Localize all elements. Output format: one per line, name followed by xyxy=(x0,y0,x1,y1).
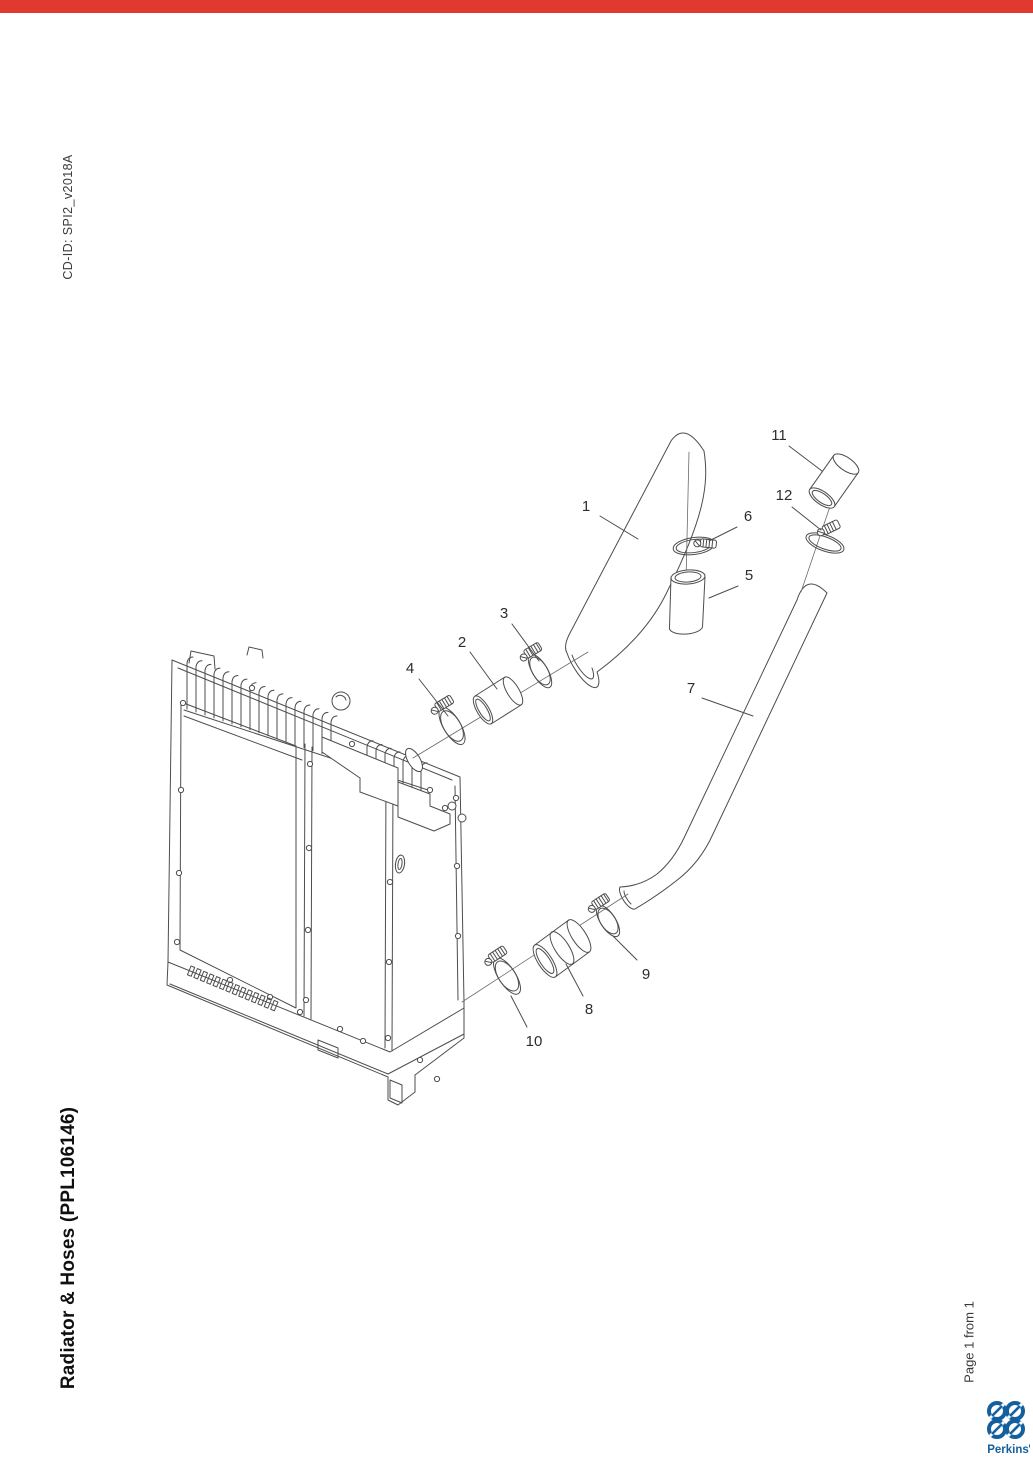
perkins-rings-icon xyxy=(989,1403,1023,1437)
callout-12: 12 xyxy=(775,487,793,504)
document-title: Radiator & Hoses (PPL106146) xyxy=(58,1106,79,1390)
lower-hose-7 xyxy=(619,584,827,909)
hose-clamp-3 xyxy=(518,642,561,693)
callout-6: 6 xyxy=(743,508,753,525)
upper-hose-1 xyxy=(566,433,706,688)
hose-sleeve-8 xyxy=(529,916,595,980)
callout-9: 9 xyxy=(641,966,651,983)
hose-sleeve-5 xyxy=(669,569,705,634)
callout-5: 5 xyxy=(744,567,754,584)
hose-clamp-4 xyxy=(429,695,475,750)
callout-2: 2 xyxy=(457,634,467,651)
callout-11: 11 xyxy=(771,427,787,444)
perkins-logo xyxy=(984,1400,1033,1458)
perkins-wordmark: Perkins xyxy=(987,1444,1029,1456)
hose-clamp-10 xyxy=(482,945,529,999)
callout-7: 7 xyxy=(686,680,696,697)
radiator-drawing xyxy=(167,647,466,1105)
callout-1: 1 xyxy=(581,498,591,515)
connector-tube-11 xyxy=(806,450,862,512)
cd-id-label: CD-ID: SPI2_v2018A xyxy=(61,154,75,280)
page-indicator: Page 1 from 1 xyxy=(961,1301,977,1383)
hose-clamp-12 xyxy=(803,512,852,558)
callout-8: 8 xyxy=(584,1001,594,1018)
callout-leader-lines xyxy=(419,446,822,1027)
callout-3: 3 xyxy=(499,605,509,622)
callout-4: 4 xyxy=(405,660,415,677)
callout-10: 10 xyxy=(525,1033,543,1050)
